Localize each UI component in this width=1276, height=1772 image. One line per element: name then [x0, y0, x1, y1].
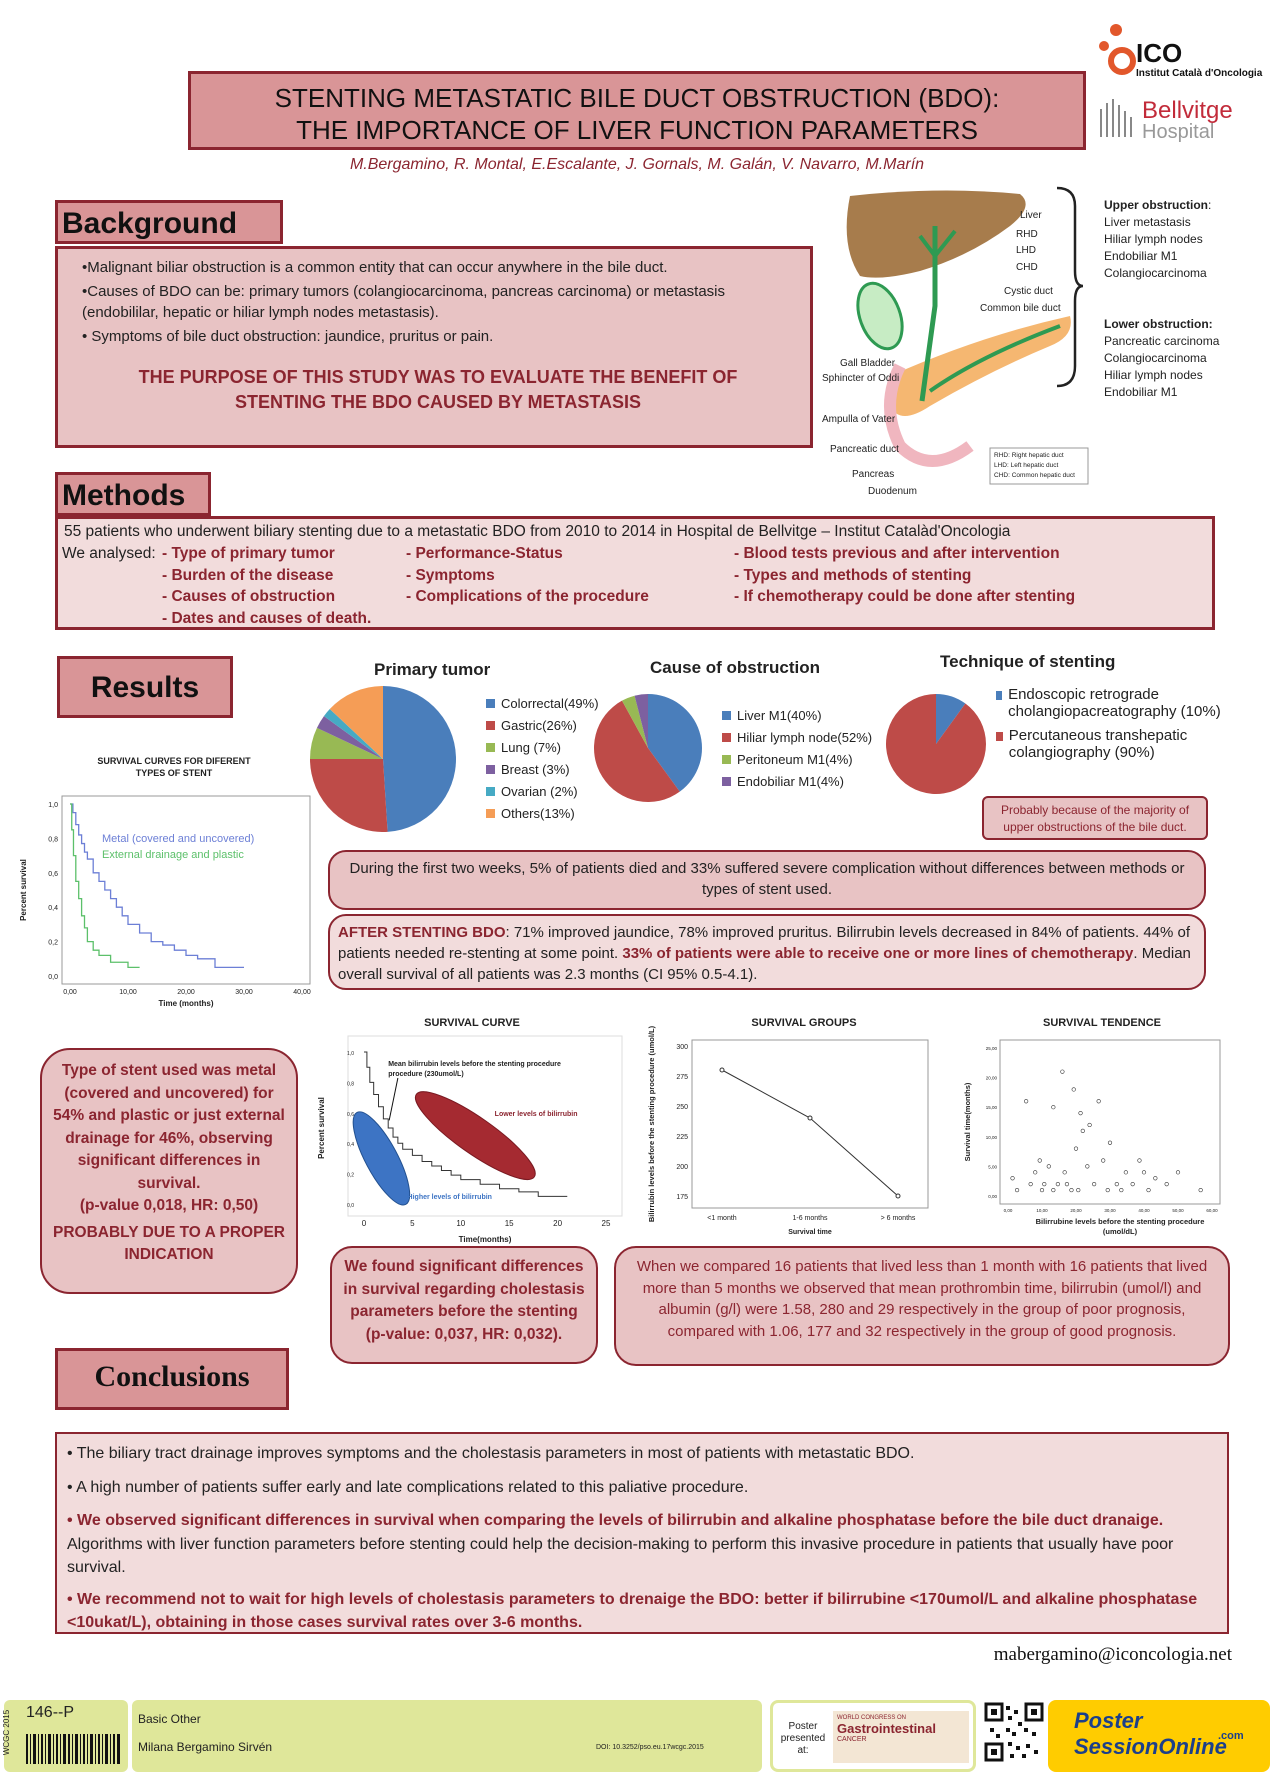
y-tick-label: 0,8	[347, 1081, 354, 1088]
footer-info-panel	[132, 1700, 762, 1772]
footer-author: Milana Bergamino Sirvén	[138, 1740, 273, 1754]
conclusion-4: • We recommend not to wait for high levels of cholestasis parameters to drenaige the BDO: better if bilirrubine <170umol/L and alkaline phosphatase <10ukat/L), obtaining in those cases survival rates over 3-6 months.	[67, 1590, 1198, 1631]
y-tick-label: 0,2	[48, 939, 58, 947]
scatter-point	[1081, 1129, 1085, 1133]
legend-swatch	[722, 777, 731, 786]
barcode-icon	[26, 1734, 122, 1764]
y-axis-label: Survival time(months)	[963, 1082, 972, 1162]
scatter-point	[1131, 1182, 1135, 1186]
scatter-point	[1115, 1182, 1119, 1186]
conclusion-3: • We observed significant differences in survival when comparing the levels of bilirrubin and alkaline phosphatase before the bile duct dranaige. Algorithms with liver function parameters before stenting could help the decision-making to perform this invasive procedure in patients that usually have poor survival.	[67, 1512, 1174, 1576]
chart-title: SURVIVAL GROUPS	[751, 1017, 857, 1029]
legend-label: Ovarian (2%)	[501, 784, 578, 799]
scatter-point	[1024, 1099, 1028, 1103]
y-axis-label: Bilirrubin levels before the stenting procedure (umol/L)	[647, 1025, 656, 1223]
pie-slice	[886, 694, 986, 794]
y-tick-label: 20,00	[985, 1075, 997, 1081]
scatter-point	[1015, 1188, 1019, 1192]
survival-groups-svg	[644, 1004, 944, 1244]
legend-label: Breast (3%)	[501, 762, 570, 777]
methods-item: - Blood tests previous and after intervention	[734, 545, 1060, 562]
annotation: Lower levels of bilirrubin	[494, 1110, 578, 1118]
legend-item	[722, 730, 872, 745]
label-common-bile-duct: Common bile duct	[980, 303, 1061, 314]
brand-line1: Poster	[1074, 1708, 1143, 1733]
results-heading-box	[57, 656, 233, 718]
pie3-svg	[886, 694, 990, 798]
legend-swatch	[722, 711, 731, 720]
scatter-point	[1142, 1171, 1146, 1175]
group-point	[896, 1194, 900, 1198]
background-bullet1: •Malignant biliar obstruction is a common entity that can occur anywhere in the bile duct.	[82, 259, 668, 276]
y-tick-label: 15,00	[985, 1105, 997, 1111]
x-tick-label: 20	[553, 1219, 563, 1228]
results-heading: Results	[90, 671, 200, 704]
ico-name: ICO	[1136, 38, 1183, 68]
y-tick-label: 250	[676, 1104, 688, 1111]
scatter-point	[1088, 1123, 1092, 1127]
ico-logo	[1092, 16, 1262, 82]
legend-rhd: RHD: Right hepatic duct	[994, 452, 1064, 459]
pie2-legend	[722, 708, 872, 796]
legend-label: Colorrectal(49%)	[501, 696, 599, 711]
pie-primary-tumor	[310, 654, 610, 844]
scatter-point	[1199, 1188, 1203, 1192]
label-liver: Liver	[1020, 210, 1042, 221]
qr-code-icon[interactable]	[984, 1702, 1044, 1762]
y-tick-label: 25,00	[985, 1046, 997, 1051]
obstruction-brackets	[1055, 186, 1085, 406]
legend-label: Lung (7%)	[501, 740, 561, 755]
legend-item	[486, 740, 599, 755]
y-tick-label: 0,4	[48, 905, 58, 913]
legend-lhd: LHD: Left hepatic duct	[994, 462, 1059, 469]
footer-category: Basic Other	[138, 1712, 201, 1726]
x-tick-label: 25	[601, 1219, 611, 1228]
label-pancreas: Pancreas	[852, 469, 895, 480]
label-cystic-duct: Cystic duct	[1004, 286, 1053, 297]
pie-cause-obstruction	[594, 654, 894, 844]
x-axis-label: Time(months)	[458, 1235, 512, 1244]
scatter-point	[1086, 1165, 1090, 1169]
survival-stent-svg	[14, 752, 314, 1032]
x-tick-label: > 6 months	[880, 1215, 916, 1222]
label-lhd: LHD	[1016, 245, 1037, 256]
legend-label: Percutaneous transhepatic colangiography (90%)	[1008, 727, 1188, 761]
survival-stent-chart	[14, 752, 314, 1032]
methods-item: - Symptoms	[406, 566, 495, 584]
footer-side-label: WCGC 2015	[2, 1709, 12, 1756]
stent-type-box	[40, 1048, 298, 1294]
congress-line2: Gastrointestinal	[837, 1721, 936, 1736]
conclusions-heading: Conclusions	[94, 1360, 250, 1393]
after-text1: : 71% improved jaundice, 78% improved pruritus. Bilirrubin levels decreased in 84% of patients. 44% of patients needed re-stenting at some point.	[338, 924, 1191, 962]
title-line2: THE IMPORTANCE OF LIVER FUNCTION PARAMETERS	[296, 115, 978, 145]
scatter-point	[1047, 1165, 1051, 1169]
y-tick-label: 0,6	[48, 870, 58, 878]
label-rhd: RHD	[1016, 229, 1038, 240]
upper-item: Liver metastasis	[1104, 215, 1191, 229]
legend-chd: CHD: Common hepatic duct	[994, 472, 1075, 479]
legend-item	[486, 696, 599, 711]
scatter-point	[1042, 1182, 1046, 1186]
background-heading: Background	[62, 207, 238, 240]
legend-swatch	[486, 787, 495, 796]
methods-col1	[162, 543, 371, 629]
x-axis-label: (umol/dL)	[1102, 1227, 1138, 1236]
x-axis-label: Bilirrubine levels before the stenting procedure	[1035, 1217, 1205, 1226]
legend-label: Others(13%)	[501, 806, 575, 821]
scatter-point	[1056, 1182, 1060, 1186]
y-tick-label: 1,0	[48, 802, 58, 809]
x-tick-label: 10,00	[1036, 1208, 1048, 1213]
scatter-point	[1101, 1159, 1105, 1163]
technique-note	[982, 796, 1208, 840]
after-label: AFTER STENTING BDO	[338, 924, 506, 941]
plot-frame	[692, 1040, 928, 1208]
label-duodenum: Duodenum	[868, 486, 917, 497]
y-tick-label: 5,00	[988, 1164, 997, 1170]
stent-type-text: Type of stent used was metal (covered and uncovered) for 54% and plastic or just external drainage for 46%, observing significant differences in survival.	[53, 1062, 285, 1192]
x-tick-label: 0	[361, 1219, 367, 1228]
methods-col3	[734, 543, 1075, 608]
conclusions-heading-box	[55, 1348, 289, 1410]
methods-col2	[406, 543, 649, 608]
x-tick-label: 50,00	[1172, 1208, 1184, 1213]
annotation: Higher levels of bilirrubin	[407, 1193, 492, 1201]
methods-item: - Type of primary tumor	[162, 545, 335, 562]
purpose-line1: THE PURPOSE OF THIS STUDY WAS TO EVALUATE THE BENEFIT OF	[138, 367, 738, 387]
y-tick-label: 10,00	[985, 1134, 997, 1140]
lower-title: Lower obstruction:	[1104, 317, 1213, 331]
scatter-point	[1154, 1176, 1158, 1180]
footer-presented-at: Poster presented at:	[780, 1721, 826, 1756]
y-tick-label: 0,00	[988, 1194, 997, 1199]
legend-item	[722, 774, 872, 789]
series-label: External drainage and plastic	[102, 849, 244, 861]
y-tick-label: 1,0	[347, 1051, 354, 1057]
annotation: Mean bilirrubin levels before the stenting procedure	[388, 1061, 561, 1068]
scatter-point	[1097, 1099, 1101, 1103]
scatter-point	[1038, 1159, 1042, 1163]
y-tick-label: 200	[676, 1164, 688, 1171]
footer-id-panel	[4, 1700, 128, 1772]
background-bullet3: • Symptoms of bile duct obstruction: jaundice, pruritus or pain.	[82, 328, 494, 345]
lower-item: Endobiliar M1	[1104, 385, 1178, 399]
stent-type-pvalue: (p-value 0,018, HR: 0,50)	[79, 1197, 259, 1214]
methods-item: - Complications of the procedure	[406, 588, 649, 605]
x-axis-label: Survival time	[788, 1229, 832, 1236]
scatter-point	[1079, 1111, 1083, 1115]
background-bullet2: •Causes of BDO can be: primary tumors (colangiocarcinoma, pancreas carcinoma) or metastasis (endobililar, hepatic or hiliar lymph nodes metastasis).	[82, 283, 726, 321]
x-tick-label: 10,00	[119, 989, 137, 996]
hospital-line1: Bellvitge	[1142, 97, 1233, 124]
pie1-legend	[486, 696, 599, 828]
legend-label: Liver M1(40%)	[737, 708, 822, 723]
footer-doi: DOI: 10.3252/pso.eu.17wcgc.2015	[596, 1744, 704, 1751]
upper-title: Upper obstruction:	[1104, 198, 1212, 212]
methods-item: - Types and methods of stenting	[734, 566, 972, 584]
methods-item: - If chemotherapy could be done after stenting	[734, 588, 1076, 605]
scatter-point	[1165, 1182, 1169, 1186]
methods-item: - Dates and causes of death.	[162, 609, 372, 627]
y-tick-label: 0,8	[48, 836, 58, 844]
methods-heading: Methods	[62, 479, 186, 512]
contact-email[interactable]: mabergamino@iconcologia.net	[993, 1644, 1232, 1665]
label-ampulla: Ampulla of Vater	[822, 414, 896, 425]
scatter-point	[1138, 1159, 1142, 1163]
cholestasis-text: We found significant differences in survival regarding cholestasis parameters before the stenting	[343, 1258, 585, 1320]
legend-item	[722, 708, 872, 723]
lower-obstruction	[1104, 316, 1219, 401]
chart-title: SURVIVAL CURVE	[424, 1017, 520, 1029]
legend-item	[996, 686, 1256, 720]
congress-logo	[833, 1711, 969, 1763]
scatter-point	[1061, 1070, 1065, 1074]
x-tick-label: 10	[456, 1219, 466, 1228]
scatter-point	[1052, 1105, 1056, 1109]
survival-groups-chart	[644, 1004, 944, 1244]
brand-logo	[1048, 1700, 1270, 1772]
survival-tendence-svg	[960, 1004, 1260, 1244]
upper-item: Endobiliar M1	[1104, 249, 1178, 263]
y-axis-label: Percent survival	[19, 859, 28, 921]
x-tick-label: 60,00	[1206, 1208, 1218, 1213]
scatter-point	[1072, 1088, 1076, 1092]
survival-curve-chart	[310, 1004, 630, 1244]
legend-swatch	[486, 765, 495, 774]
background-heading-box	[55, 200, 283, 244]
poster-id: 146--P	[26, 1704, 75, 1721]
legend-label: Endoscopic retrograde cholangiopacreatography (10%)	[1008, 686, 1221, 720]
pie-slice	[383, 686, 456, 832]
pie1-svg	[310, 686, 460, 836]
survival-tendence-chart	[960, 1004, 1260, 1244]
comparison-text: When we compared 16 patients that lived less than 1 month with 16 patients that lived more than 5 months we observed that mean prothrombin time, bilirrubin (umol/l) and albumin (g/l) were 1.58, 280 and 29 respectively in the group of poor prognosis, compared with 1.06, 177 and 32 respectively in the group of good prognosis.	[636, 1258, 1208, 1340]
legend-item	[486, 762, 599, 777]
pie2-svg	[594, 694, 704, 804]
lower-item: Hiliar lymph nodes	[1104, 368, 1203, 382]
scatter-point	[1033, 1171, 1037, 1175]
legend-swatch	[996, 732, 1003, 741]
scatter-point	[1147, 1188, 1151, 1192]
congress-line1: WORLD CONGRESS ON	[837, 1715, 907, 1721]
pie2-title: Cause of obstruction	[650, 658, 821, 677]
ico-sub: Institut Català d'Oncologia	[1136, 68, 1263, 79]
x-tick-label: 5	[410, 1219, 415, 1228]
title-line1: STENTING METASTATIC BILE DUCT OBSTRUCTION (BDO):	[274, 83, 1000, 113]
label-pancreatic-duct: Pancreatic duct	[830, 444, 899, 455]
hospital-line2: Hospital	[1142, 121, 1215, 143]
scatter-point	[1052, 1188, 1056, 1192]
scatter-point	[1074, 1147, 1078, 1151]
pie3-legend	[996, 686, 1256, 768]
upper-item: Colangiocarcinoma	[1104, 266, 1207, 280]
methods-item: - Burden of the disease	[162, 566, 334, 584]
scatter-point	[1076, 1188, 1080, 1192]
after-bold: 33% of patients were able to receive one or more lines of chemotherapy	[622, 945, 1134, 962]
y-tick-label: 0,0	[347, 1203, 354, 1209]
legend-swatch	[722, 755, 731, 764]
methods-item: - Performance-Status	[406, 545, 563, 562]
methods-intro: 55 patients who underwent biliary stenting due to a metastatic BDO from 2010 to 2014 in Hospital de Bellvitge – Institut Catalàd'Oncologia	[64, 523, 1011, 540]
x-tick-label: 15	[504, 1219, 514, 1228]
y-tick-label: 0,0	[48, 974, 58, 981]
y-tick-label: 275	[676, 1074, 688, 1081]
we-analysed: We analysed:	[62, 545, 156, 562]
y-tick-label: 0,2	[347, 1172, 354, 1179]
legend-swatch	[486, 809, 495, 818]
legend-swatch	[486, 699, 495, 708]
scatter-point	[1124, 1171, 1128, 1175]
group-point	[808, 1116, 812, 1120]
conclusion-1: • The biliary tract drainage improves symptoms and the cholestasis parameters in most of patients with metastatic BDO.	[67, 1445, 915, 1462]
brand-com: .com	[1218, 1730, 1244, 1742]
pie-slice	[310, 759, 388, 832]
upper-obstruction	[1104, 197, 1211, 282]
legend-label: Hiliar lymph node(52%)	[737, 730, 873, 745]
x-tick-label: 0,00	[63, 989, 77, 996]
technique-note-text: Probably because of the majority of upper obstructions of the bile duct.	[1000, 803, 1190, 834]
legend-item	[486, 784, 599, 799]
purpose-line2: STENTING THE BDO CAUSED BY METASTASIS	[234, 392, 642, 412]
after-stenting-box	[328, 914, 1206, 990]
legend-swatch	[996, 691, 1002, 700]
brand-line2: SessionOnline	[1074, 1734, 1227, 1759]
comparison-box	[614, 1246, 1230, 1366]
scatter-point	[1070, 1188, 1074, 1192]
background-box	[55, 246, 813, 448]
legend-item	[486, 806, 599, 821]
bellvitge-logo-icon	[1098, 95, 1138, 139]
series-label: Metal (covered and uncovered)	[102, 833, 255, 845]
methods-box	[55, 516, 1215, 630]
legend-swatch	[486, 743, 495, 752]
chart-title: SURVIVAL TENDENCE	[1043, 1017, 1161, 1029]
scatter-point	[1029, 1182, 1033, 1186]
legend-swatch	[486, 721, 495, 730]
lower-item: Colangiocarcinoma	[1104, 351, 1207, 365]
legend-label: Endobiliar M1(4%)	[737, 774, 844, 789]
scatter-point	[1176, 1171, 1180, 1175]
methods-item: - Causes of obstruction	[162, 588, 336, 605]
y-tick-label: 0,4	[347, 1142, 354, 1149]
legend-label: Gastric(26%)	[501, 718, 577, 733]
annotation: procedure (230umol/L)	[388, 1071, 464, 1078]
conclusion-2: • A high number of patients suffer early and late complications related to this paliative procedure.	[67, 1478, 749, 1496]
pie1-title: Primary tumor	[374, 660, 491, 679]
scatter-point	[1120, 1188, 1124, 1192]
lower-item: Pancreatic carcinoma	[1104, 334, 1220, 348]
authors: M.Bergamino, R. Montal, E.Escalante, J. Gornals, M. Galán, V. Navarro, M.Marín	[349, 156, 925, 173]
scatter-point	[1108, 1141, 1112, 1145]
conclusions-box	[55, 1432, 1229, 1634]
chart-title: SURVIVAL CURVES FOR DIFERENT	[97, 756, 251, 766]
cholestasis-box	[330, 1246, 598, 1364]
pie3-title: Technique of stenting	[940, 652, 1116, 671]
chart-title: TYPES OF STENT	[135, 768, 213, 778]
x-tick-label: 30,00	[235, 989, 253, 996]
legend-item	[722, 752, 872, 767]
x-axis-label: Time (months)	[158, 999, 214, 1008]
scatter-point	[1063, 1171, 1067, 1175]
scatter-point	[1065, 1182, 1069, 1186]
scatter-point	[1040, 1188, 1044, 1192]
congress-line3: CANCER	[837, 1736, 867, 1743]
x-tick-label: <1 month	[707, 1215, 737, 1222]
methods-heading-box	[55, 472, 211, 516]
legend-swatch	[722, 733, 731, 742]
x-tick-label: 30,00	[1104, 1208, 1116, 1213]
x-tick-label: 20,00	[1070, 1208, 1082, 1213]
legend-item	[996, 727, 1256, 761]
stent-type-conclusion: PROBABLY DUE TO A PROPER INDICATION	[53, 1223, 285, 1263]
poster-title	[188, 71, 1086, 150]
label-sphincter: Sphincter of Oddi	[822, 373, 900, 384]
y-tick-label: 225	[676, 1134, 688, 1141]
first-two-weeks-text: During the first two weeks, 5% of patients died and 33% suffered severe complication without differences between methods or types of stent used.	[349, 860, 1185, 898]
anatomy-legend	[994, 451, 1075, 481]
y-tick-label: 300	[676, 1044, 688, 1051]
y-tick-label: 175	[676, 1194, 688, 1201]
x-tick-label: 40,00	[293, 989, 311, 996]
legend-item	[486, 718, 599, 733]
x-tick-label: 0,00	[1003, 1208, 1013, 1213]
after-text2: . Median overall survival of all patients was 2.3 months (CI 95% 0.5-4.1).	[338, 945, 1191, 983]
upper-item: Hiliar lymph nodes	[1104, 232, 1203, 246]
x-tick-label: 20,00	[177, 989, 195, 996]
cholestasis-pvalue: (p-value: 0,037, HR: 0,032).	[365, 1325, 563, 1343]
x-tick-label: 40,00	[1138, 1208, 1150, 1213]
footer-congress-panel	[770, 1700, 976, 1772]
legend-label: Peritoneum M1(4%)	[737, 752, 853, 767]
label-chd: CHD	[1016, 262, 1038, 273]
scatter-point	[1106, 1188, 1110, 1192]
bellvitge-logo	[1098, 95, 1268, 143]
y-axis-label: Percent survival	[317, 1097, 326, 1159]
group-point	[720, 1068, 724, 1072]
first-two-weeks-box	[328, 850, 1206, 910]
plot-frame	[1000, 1040, 1220, 1204]
y-tick-label: 0,6	[347, 1111, 354, 1118]
scatter-point	[1092, 1182, 1096, 1186]
x-tick-label: 1-6 months	[792, 1215, 828, 1222]
footer	[0, 1700, 1276, 1772]
scatter-point	[1011, 1176, 1015, 1180]
survival-curve-svg	[310, 1004, 630, 1244]
label-gall-bladder: Gall Bladder	[840, 358, 896, 369]
